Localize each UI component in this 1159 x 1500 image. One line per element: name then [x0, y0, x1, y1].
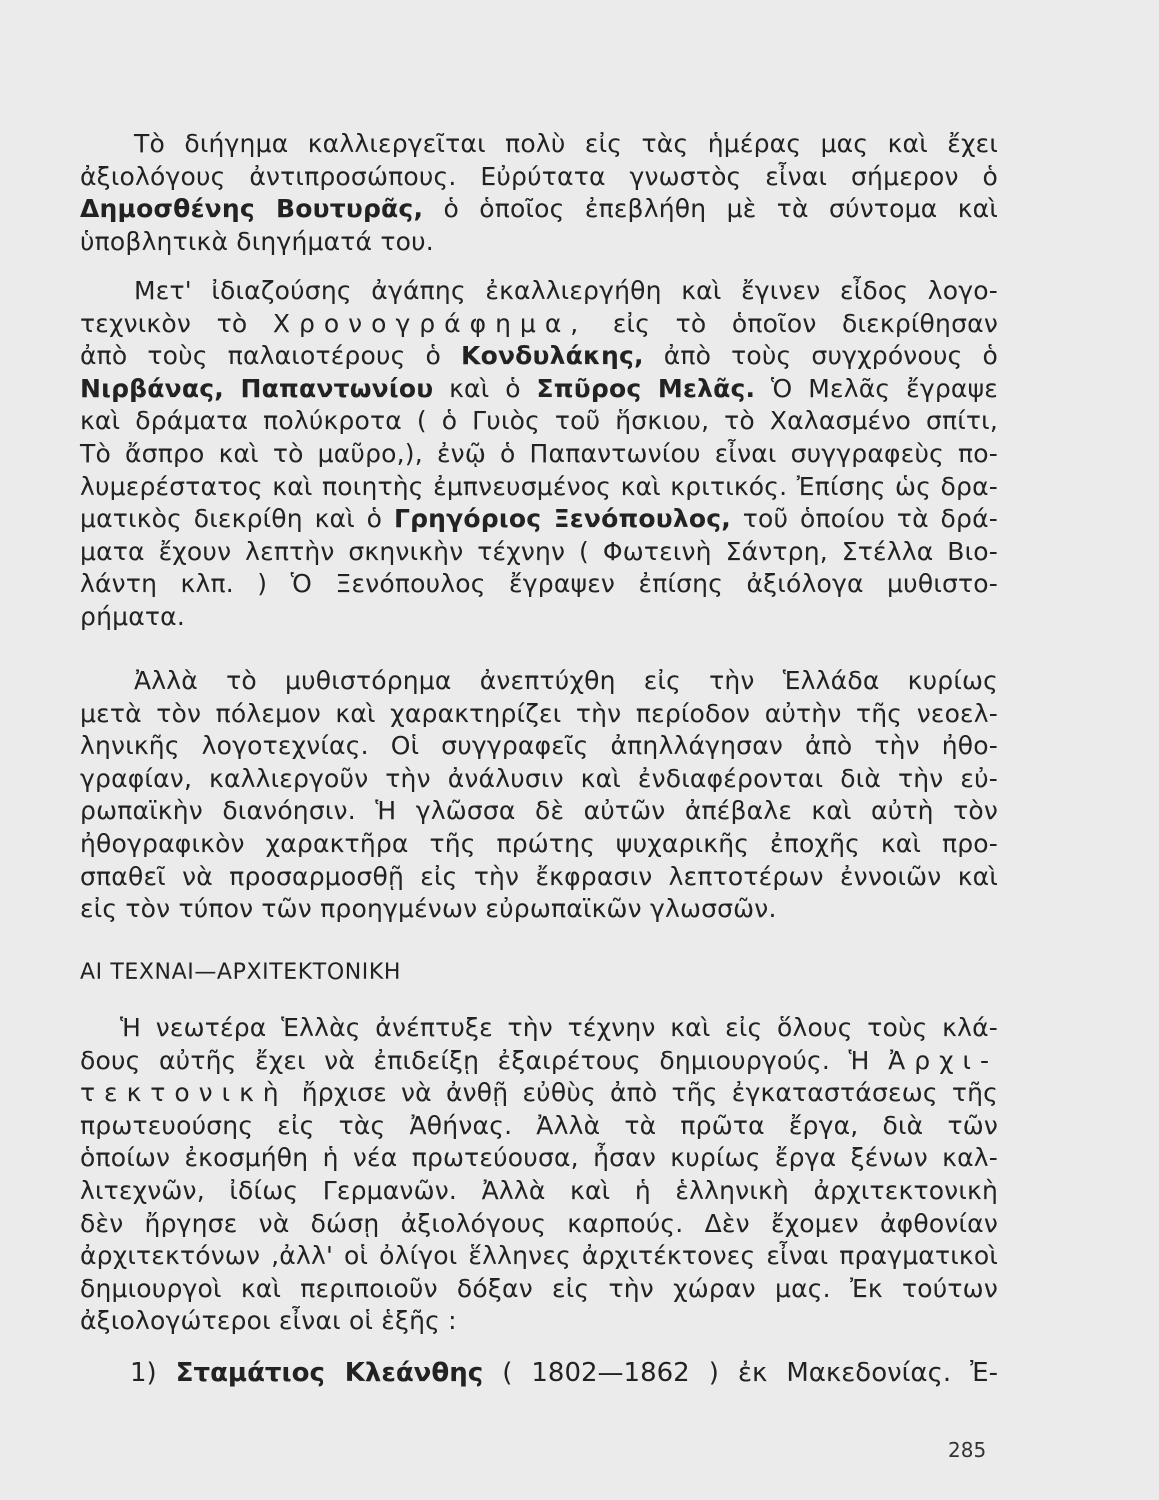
- text-line: [80, 1077, 998, 1110]
- bold-name: Νιρβάνας, Παπαντωνίου: [80, 373, 434, 403]
- list-number: 1): [130, 1358, 157, 1388]
- text-line: ἀρχιτεκτόνων ,ἀλλ' οἱ ὀλίγοι ἕλληνες ἀρχιτέκτονες εἶναι πραγματικοὶ: [80, 1241, 998, 1271]
- text-span: ἀπὸ τοὺς παλαιοτέρους ὁ: [80, 341, 461, 371]
- text-line: γραφίαν, καλλιεργοῦν τὴν ἀνάλυσιν καὶ ἐνδιαφέρονται διὰ τὴν εὐ-: [80, 763, 998, 793]
- text-line: [80, 193, 998, 226]
- text-line: σπαθεῖ νὰ προσαρμοσθῇ εἰς τὴν ἔκφρασιν λεπτοτέρων ἐννοιῶν καὶ: [80, 861, 998, 891]
- text-line: καὶ δράματα πολύκροτα ( ὁ Γυιὸς τοῦ ἥσκιου, τὸ Χαλασμένο σπίτι,: [80, 406, 998, 436]
- text-span: εἰς τὸ ὁποῖον διεκρίθησαν: [587, 308, 998, 338]
- text-span: δους αὐτῆς ἔχει νὰ ἐπιδείξῃ ἐξαιρέτους δημιουργούς. Ἡ: [80, 1045, 889, 1075]
- section-heading: ΑΙ ΤΕΧΝΑΙ—ΑΡΧΙΤΕΚΤΟΝΙΚΗ: [80, 960, 402, 985]
- text-line: Μετ' ἰδιαζούσης ἀγάπης ἐκαλλιεργήθη καὶ ἔγινεν εἶδος λογο-: [134, 276, 998, 305]
- text-span: ἀπὸ τοὺς συγχρόνους ὁ: [643, 341, 998, 371]
- text-span: καὶ ὁ: [433, 373, 537, 403]
- text-line: ρωπαϊκὴν διανόησιν. Ἡ γλῶσσα δὲ αὐτῶν ἀπέβαλε καὶ αὐτὴ τὸν: [80, 796, 998, 826]
- text-line: πρωτευούσης εἰς τὰς Ἀθήνας. Ἀλλὰ τὰ πρῶτα ἔργα, διὰ τῶν: [80, 1110, 998, 1140]
- text-line: Ἀλλὰ τὸ μυθιστόρημα ἀνεπτύχθη εἰς τὴν Ἑλλάδα κυρίως: [134, 666, 998, 695]
- text-line: ματα ἔχουν λεπτὴν σκηνικὴν τέχνην ( Φωτεινὴ Σάντρη, Στέλλα Βιο-: [80, 536, 998, 566]
- list-dates: ( 1802—1862 ): [502, 1358, 719, 1388]
- text-line: ὁποίων ἐκοσμήθη ἡ νέα πρωτεύουσα, ἦσαν κυρίως ἔργα ξένων καλ-: [80, 1143, 998, 1173]
- text-line: ὑποβλητικὰ διηγήματά του.: [80, 226, 434, 256]
- text-line: [80, 308, 998, 341]
- page-number: 285: [948, 1438, 987, 1462]
- text-line: ἀξιολογώτεροι εἶναι οἱ ἑξῆς :: [80, 1306, 457, 1336]
- paragraph-3: [80, 665, 998, 926]
- text-line: Τὸ ἄσπρο καὶ τὸ μαῦρο,), ἐνῷ ὁ Παπαντωνίου εἶναι συγγραφεὺς πο-: [80, 438, 998, 468]
- text-line: δὲν ἤργησε νὰ δώσῃ ἀξιολόγους καρπούς. Δὲν ἔχομεν ἀφθονίαν: [80, 1208, 998, 1238]
- text-line: [80, 340, 998, 373]
- list-item: [130, 1358, 998, 1388]
- text-line: [80, 1045, 998, 1078]
- text-line: εἰς τὸν τύπον τῶν προηγμένων εὐρωπαϊκῶν γλωσσῶν.: [80, 894, 777, 924]
- text-line: [80, 503, 998, 536]
- text-line: δημιουργοὶ καὶ περιποιοῦν δόξαν εἰς τὴν χώραν μας. Ἐκ τούτων: [80, 1273, 998, 1303]
- text-line: ἀξιολόγους ἀντιπροσώπους. Εὐρύτατα γνωστὸς εἶναι σήμερον ὁ: [80, 161, 998, 191]
- bold-name: Δημοσθένης Βουτυρᾶς,: [80, 194, 424, 224]
- paragraph-architecture: [80, 1012, 998, 1338]
- text-line: μετὰ τὸν πόλεμον καὶ χαρακτηρίζει τὴν περίοδον αὐτὴν τῆς νεοελ-: [80, 698, 998, 728]
- bold-name: Σταμάτιος Κλεάνθης: [175, 1358, 484, 1388]
- bold-name: Σπῦρος Μελᾶς.: [536, 373, 756, 403]
- text-line: Ἡ νεωτέρα Ἑλλὰς ἀνέπτυξε τὴν τέχνην καὶ εἰς ὅλους τοὺς κλά-: [120, 1013, 998, 1042]
- spaced-term: Ἀρχι-: [888, 1045, 998, 1075]
- text-line: ἠθογραφικὸν χαρακτῆρα τῆς πρώτης ψυχαρικῆς ἐποχῆς καὶ προ-: [80, 828, 998, 858]
- text-line: λυμερέστατος καὶ ποιητὴς ἐμπνευσμένος καὶ κριτικός. Ἐπίσης ὡς δρα-: [80, 471, 998, 501]
- paragraph-1: [80, 128, 998, 258]
- text-line: ρήματα.: [80, 601, 185, 631]
- text-line: Τὸ διήγημα καλλιεργεῖται πολὺ εἰς τὰς ἡμέρας μας καὶ ἔχει: [134, 129, 998, 158]
- text-line: [80, 373, 998, 406]
- text-line: λιτεχνῶν, ἰδίως Γερμανῶν. Ἀλλὰ καὶ ἡ ἑλληνικὴ ἀρχιτεκτονικὴ: [80, 1175, 998, 1205]
- spaced-term: τεκτονικὴ: [80, 1078, 288, 1108]
- text-span: ὁ ὁποῖος ἐπεβλήθη μὲ τὰ σύντομα καὶ: [423, 194, 998, 224]
- text-span: ματικὸς διεκρίθη καὶ ὁ: [80, 504, 394, 534]
- text-span: τοῦ ὁποίου τὰ δρά-: [731, 504, 998, 534]
- text-line: λάντη κλπ. ) Ὁ Ξενόπουλος ἔγραψεν ἐπίσης ἀξιόλογα μυθιστο-: [80, 569, 998, 599]
- bold-name: Κονδυλάκης,: [461, 341, 644, 371]
- spaced-term: Χρονογράφημα,: [272, 308, 588, 338]
- text-span: ἐκ Μακεδονίας. Ἐ-: [737, 1358, 998, 1388]
- paragraph-2: [80, 275, 998, 634]
- text-span: τεχνικὸν τὸ: [80, 308, 273, 338]
- text-span: Ὁ Μελᾶς ἔγραψε: [755, 373, 998, 403]
- text-line: ληνικῆς λογοτεχνίας. Οἱ συγγραφεῖς ἀπηλλάγησαν ἀπὸ τὴν ἠθο-: [80, 731, 998, 761]
- text-span: ἤρχισε νὰ ἀνθῇ εὐθὺς ἀπὸ τῆς ἐγκαταστάσεως τῆς: [287, 1078, 998, 1108]
- bold-name: Γρηγόριος Ξενόπουλος,: [393, 504, 732, 534]
